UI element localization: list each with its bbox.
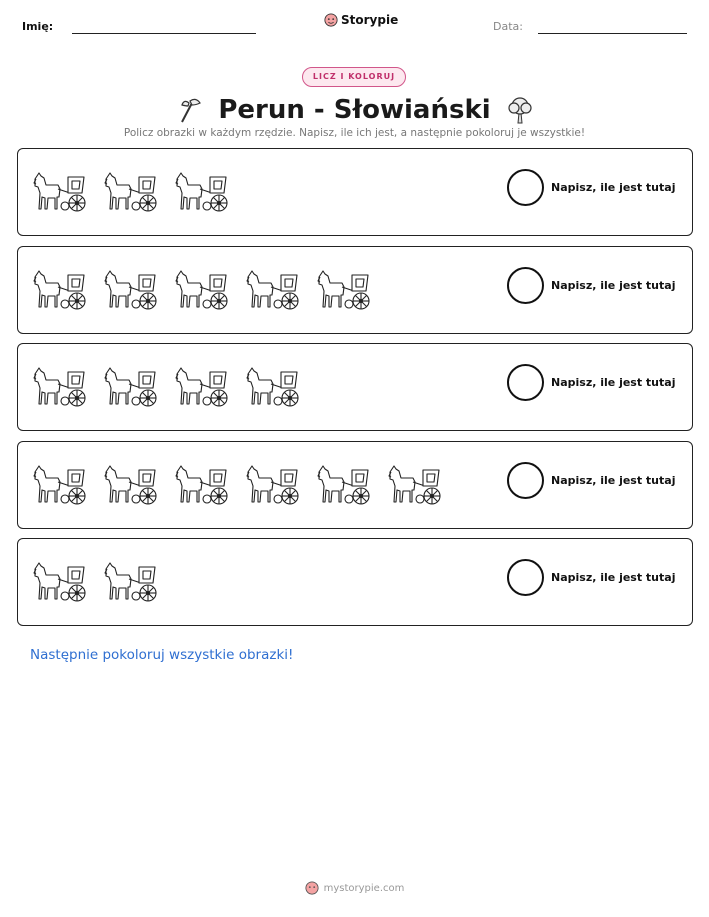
answer-label: Napisz, ile jest tutaj: [551, 376, 676, 389]
horse-carriage-icon[interactable]: [32, 362, 89, 412]
counting-row: [17, 246, 693, 334]
footer-url: mystorypie.com: [323, 882, 405, 894]
worksheet-header: [0, 0, 709, 50]
horse-carriage-icon[interactable]: [174, 265, 231, 315]
horse-carriage-icon[interactable]: [103, 362, 160, 412]
counting-row: [17, 343, 693, 431]
row-items: [32, 167, 231, 217]
counting-row: [17, 441, 693, 529]
horse-carriage-icon[interactable]: [174, 362, 231, 412]
name-label: Imię:: [22, 20, 54, 33]
horse-carriage-icon[interactable]: [32, 167, 89, 217]
horse-carriage-icon[interactable]: [174, 460, 231, 510]
answer-circle[interactable]: [507, 267, 544, 304]
horse-carriage-icon[interactable]: [245, 362, 302, 412]
oak-tree-icon: [505, 95, 535, 125]
counting-row: [17, 148, 693, 236]
horse-carriage-icon[interactable]: [245, 460, 302, 510]
date-label: Data:: [493, 20, 523, 33]
page-title: Perun - Słowiański: [218, 95, 491, 125]
horse-carriage-icon[interactable]: [103, 265, 160, 315]
row-items: [32, 557, 160, 607]
activity-badge: LICZ I KOLORUJ: [302, 67, 406, 87]
horse-carriage-icon[interactable]: [103, 167, 160, 217]
horse-carriage-icon[interactable]: [32, 460, 89, 510]
footer-instruction: Następnie pokoloruj wszystkie obrazki!: [30, 647, 294, 663]
horse-carriage-icon[interactable]: [316, 460, 373, 510]
horse-carriage-icon[interactable]: [316, 265, 373, 315]
storypie-logo-icon: [324, 13, 338, 27]
footer-brand: [0, 881, 709, 895]
answer-circle[interactable]: [507, 462, 544, 499]
answer-label: Napisz, ile jest tutaj: [551, 181, 676, 194]
row-items: [32, 362, 302, 412]
horse-carriage-icon[interactable]: [245, 265, 302, 315]
instructions: Policz obrazki w każdym rzędzie. Napisz, ile ich jest, a następnie pokoloruj je wszystkie!: [123, 127, 586, 139]
name-write-line[interactable]: [72, 33, 256, 34]
horse-carriage-icon[interactable]: [32, 265, 89, 315]
date-write-line[interactable]: [538, 33, 687, 34]
title-row: [0, 90, 709, 130]
storypie-logo-icon: [305, 881, 319, 895]
answer-circle[interactable]: [507, 169, 544, 206]
row-items: [32, 265, 373, 315]
brand-name: Storypie: [341, 13, 399, 27]
answer-label: Napisz, ile jest tutaj: [551, 474, 676, 487]
answer-circle[interactable]: [507, 364, 544, 401]
horse-carriage-icon[interactable]: [103, 460, 160, 510]
horse-carriage-icon[interactable]: [103, 557, 160, 607]
horse-carriage-icon[interactable]: [32, 557, 89, 607]
counting-row: [17, 538, 693, 626]
answer-label: Napisz, ile jest tutaj: [551, 279, 676, 292]
brand-logo: [324, 13, 398, 27]
horse-carriage-icon[interactable]: [387, 460, 444, 510]
answer-circle[interactable]: [507, 559, 544, 596]
answer-label: Napisz, ile jest tutaj: [551, 571, 676, 584]
axe-icon: [174, 95, 204, 125]
row-items: [32, 460, 444, 510]
horse-carriage-icon[interactable]: [174, 167, 231, 217]
